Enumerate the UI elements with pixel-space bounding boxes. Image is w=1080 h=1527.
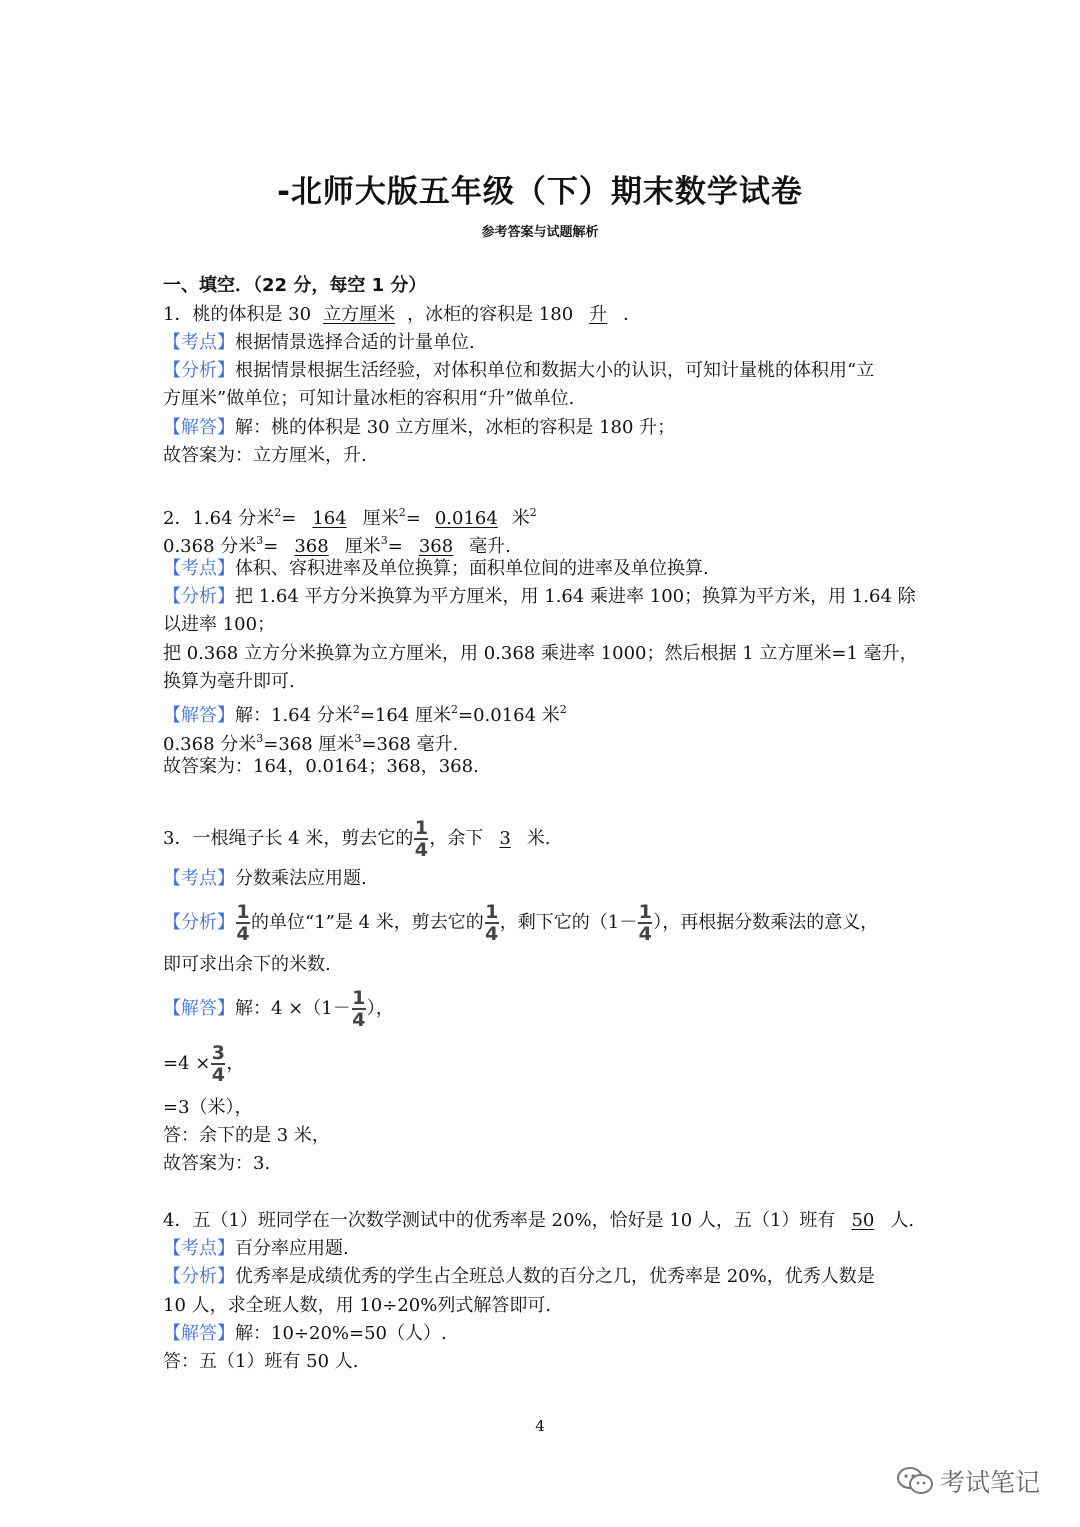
q2-blank-3: 368 [294, 536, 329, 557]
chat-bubble-icon [896, 1465, 934, 1497]
fraction-one-quarter: $\frac{1}{4}$ [638, 901, 652, 945]
q3-answer: 故答案为：3. [163, 1153, 271, 1174]
q2-blank-4: 368 [418, 536, 454, 557]
q1-answer: 故答案为：立方厘米，升. [163, 445, 367, 466]
fraction-one-quarter: $\frac{1}{4}$ [414, 817, 428, 861]
q3-kaodian: 【考点】分数乘法应用题. [163, 868, 367, 889]
q3-fenxi: 【分析】 $\frac{1}{4}$ 的单位“1”是 4 米，剪去它的 $\frac{1}{4}$ ，剩下它的（1－ $\frac{1}{4}$ ），再根据分数乘法的意义， [163, 901, 879, 945]
q4-kaodian: 【考点】百分率应用题. [163, 1238, 349, 1259]
fraction-one-quarter: $\frac{1}{4}$ [236, 901, 250, 945]
q3-reply: 答：余下的是 3 米， [163, 1125, 330, 1146]
q4-blank: 50 [851, 1210, 875, 1231]
q2-kaodian: 【考点】体积、容积进率及单位换算；面积单位间的进率及单位换算. [163, 558, 709, 579]
q2-fenxi-cont-2: 把 0.368 立方分米换算为立方厘米，用 0.368 乘进率 1000；然后根据 1 立方厘米=1 毫升， [163, 643, 918, 664]
tag-kaodian: 【考点】 [163, 332, 235, 353]
page-number: 4 [535, 1417, 545, 1435]
q1-stem: 1．桃的体积是 30 立方厘米 ，冰柜的容积是 180 升 ． [163, 304, 642, 325]
page-title: -北师大版五年级（下）期末数学试卷 [277, 174, 803, 210]
fraction-one-quarter: $\frac{1}{4}$ [485, 901, 499, 945]
q1-kaodian: 【考点】根据情景选择合适的计量单位. [163, 332, 475, 353]
q1-jieda: 【解答】解：桃的体积是 30 立方厘米，冰柜的容积是 180 升； [163, 417, 676, 438]
q3-fenxi-cont: 即可求出余下的米数. [163, 954, 331, 975]
q4-stem: 4．五（1）班同学在一次数学测试中的优秀率是 20%，恰好是 10 人，五（1）班有 50 人. [163, 1210, 915, 1231]
q2-fenxi-cont-3: 换算为毫升即可. [163, 671, 295, 692]
q1-fenxi-cont: 方厘米”做单位；可知计量冰柜的容积用“升”做单位. [163, 388, 575, 409]
tag-jieda: 【解答】 [163, 417, 235, 438]
watermark-text: 考试笔记 [940, 1468, 1041, 1497]
q2-line1: 2．1.64 分米$^2$= 164 厘米$^2$= 0.0164 米$^2$ [163, 506, 537, 529]
q2-jieda-cont: 0.368 分米$^3$=368 厘米$^3$=368 毫升. [163, 732, 459, 755]
q1-blank-2: 升 [589, 304, 608, 325]
q1-blank-1: 立方厘米 [323, 304, 396, 325]
q3-step-2: =3（米）， [163, 1097, 253, 1118]
section-heading: 一、填空．（22 分，每空 1 分） [163, 275, 427, 296]
q4-jieda: 【解答】解：10÷20%=50（人）. [163, 1323, 447, 1344]
q4-fenxi: 【分析】优秀率是成绩优秀的学生占全班总人数的百分之几，优秀率是 20%，优秀人数是 [163, 1266, 875, 1287]
q4-fenxi-cont: 10 人，求全班人数，用 10÷20%列式解答即可. [163, 1295, 552, 1316]
watermark [896, 1463, 1040, 1499]
q3-jieda: 【解答】解：4 ×（1－ $\frac{1}{4}$ ）， [163, 987, 394, 1031]
q3-stem: 3．一根绳子长 4 米，剪去它的 $\frac{1}{4}$ ，余下 3 米. [163, 817, 551, 861]
q2-jieda: 【解答】解：1.64 分米$^2$=164 厘米$^2$=0.0164 米$^2$ [163, 703, 567, 726]
q2-fenxi-cont-1: 以进率 100； [163, 614, 276, 635]
q1-fenxi: 【分析】根据情景根据生活经验，对体积单位和数据大小的认识，可知计量桃的体积用“立 [163, 360, 875, 381]
q4-reply: 答：五（1）班有 50 人. [163, 1351, 359, 1372]
q2-line2: 0.368 分米$^3$= 368 厘米$^3$= 368 毫升. [163, 534, 511, 557]
q3-step-1: =4 × $\frac{3}{4}$ ， [163, 1042, 245, 1086]
q2-blank-1: 164 [312, 508, 347, 529]
q2-fenxi: 【分析】把 1.64 平方分米换算为平方厘米，用 1.64 乘进率 100；换算为平方米，用 1.64 除 [163, 586, 916, 607]
fraction-one-quarter: $\frac{1}{4}$ [352, 987, 366, 1031]
q2-answer: 故答案为：164，0.0164；368，368. [163, 756, 479, 777]
tag-fenxi: 【分析】 [163, 360, 235, 381]
q3-blank: 3 [499, 828, 511, 849]
fraction-three-quarters: $\frac{3}{4}$ [211, 1042, 225, 1086]
q2-blank-2: 0.0164 [434, 508, 498, 529]
page-subtitle: 参考答案与试题解析 [481, 225, 599, 240]
